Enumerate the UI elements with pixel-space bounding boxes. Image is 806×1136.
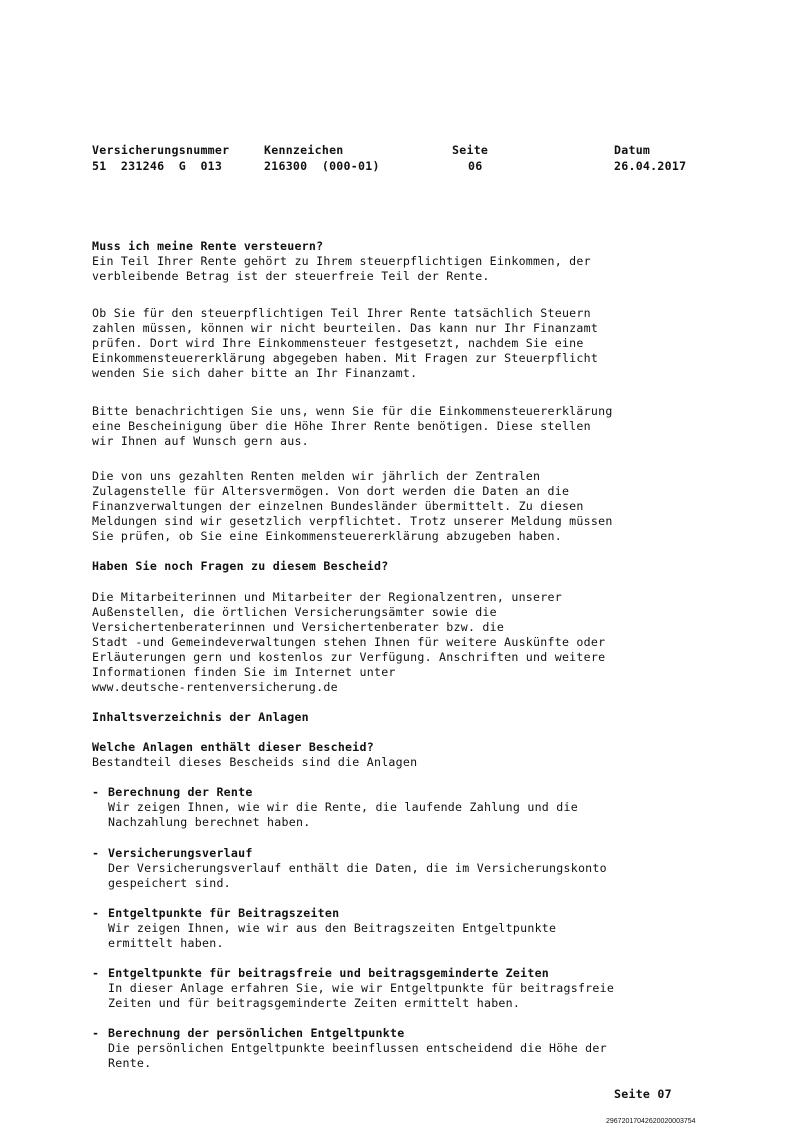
questions-paragraph: Die Mitarbeiterinnen und Mitarbeiter der Regionalzentren, unserer Außenstellen, die örtlichen Versicherungsämter sowie die Versichertenberaterinnen und Versichertenberater bzw. die Stadt -und Gemeindeverwaltungen stehen Ihnen für weitere Auskünfte oder Erläuterungen gern und kostenlos zur Verfügung. Anschriften und weitere Informationen finden Sie im Internet unter www.deutsche-rentenversicherung.de — [92, 590, 606, 694]
list-dash: - — [92, 1026, 100, 1040]
identifier-label: Kennzeichen — [264, 143, 344, 157]
attachment-title: Berechnung der Rente — [108, 785, 253, 799]
document-code: 29672017042620020003754 — [606, 1118, 696, 1125]
insurance-number-label: Versicherungsnummer — [92, 143, 230, 157]
attachment-title: Versicherungsverlauf — [108, 846, 253, 860]
questions-heading: Haben Sie noch Fragen zu diesem Bescheid? — [92, 559, 389, 573]
attachment-description: Die persönlichen Entgeltpunkte beeinflussen entscheidend die Höhe der Rente. — [108, 1041, 607, 1070]
tax-paragraph-3-block — [92, 404, 712, 449]
questions-body-block — [92, 590, 712, 695]
attachment-title: Entgeltpunkte für Beitragszeiten — [108, 906, 340, 920]
page-label: Seite — [452, 143, 489, 157]
attachment-title: Berechnung der persönlichen Entgeltpunkte — [108, 1026, 405, 1040]
attachment-description: Wir zeigen Ihnen, wie wir die Rente, die laufende Zahlung und die Nachzahlung berechnet haben. — [108, 800, 578, 829]
attachment-title: Entgeltpunkte für beitragsfreie und beitragsgeminderte Zeiten — [108, 966, 550, 980]
date-label: Datum — [614, 143, 651, 157]
tax-heading: Muss ich meine Rente versteuern? — [92, 239, 324, 253]
attachments-subheading: Welche Anlagen enthält dieser Bescheid? — [92, 740, 374, 754]
date-value: 26.04.2017 — [614, 159, 687, 173]
attachments-toc-heading: Inhaltsverzeichnis der Anlagen — [92, 710, 309, 724]
attachment-description: Der Versicherungsverlauf enthält die Daten, die im Versicherungskonto gespeichert sind. — [108, 861, 607, 890]
page-value: 06 — [468, 159, 483, 173]
identifier-value: 216300 (000-01) — [264, 159, 380, 173]
list-dash: - — [92, 846, 100, 860]
attachment-item — [92, 785, 712, 830]
attachment-item — [92, 966, 712, 1011]
tax-paragraph-4-block — [92, 469, 712, 544]
list-dash: - — [92, 906, 100, 920]
attachment-item — [92, 1026, 712, 1071]
attachment-item — [92, 906, 712, 951]
attachment-item — [92, 846, 712, 891]
attachments-intro-block — [92, 740, 712, 770]
list-dash: - — [92, 785, 100, 799]
attachments-intro: Bestandteil dieses Bescheids sind die Anlagen — [92, 755, 418, 769]
list-dash: - — [92, 966, 100, 980]
tax-paragraph-4: Die von uns gezahlten Renten melden wir jährlich der Zentralen Zulagenstelle für Altersvermögen. Von dort werden die Daten an die Finanzverwaltungen der einzelnen Bundesländer übermittelt. Zu diesen Meldungen sind wir gesetzlich verpflichtet. Trotz unserer Meldung müssen Sie prüfen, ob Sie eine Einkommensteuererklärung abzugeben haben. — [92, 469, 613, 543]
tax-paragraph-2: Ob Sie für den steuerpflichtigen Teil Ihrer Rente tatsächlich Steuern zahlen müssen, können wir nicht beurteilen. Das kann nur Ihr Finanzamt prüfen. Dort wird Ihre Einkommensteuer festgesetzt, nachdem Sie eine Einkommensteuererklärung abgegeben haben. Mit Fragen zur Steuerpflicht wenden Sie sich daher bitte an Ihr Finanzamt. — [92, 306, 599, 380]
attachment-description: Wir zeigen Ihnen, wie wir aus den Beitragszeiten Entgeltpunkte ermittelt haben. — [108, 921, 557, 950]
tax-section — [92, 239, 712, 284]
tax-paragraph-1: Ein Teil Ihrer Rente gehört zu Ihrem steuerpflichtigen Einkommen, der verbleibende Betrag ist der steuerfreie Teil der Rente. — [92, 254, 591, 283]
attachments-toc — [92, 710, 712, 725]
page-number: Seite 07 — [614, 1087, 672, 1101]
tax-paragraph-2-block — [92, 306, 712, 381]
tax-paragraph-3: Bitte benachrichtigen Sie uns, wenn Sie für die Einkommensteuererklärung eine Bescheinigung über die Höhe Ihrer Rente benötigen. Diese stellen wir Ihnen auf Wunsch gern aus. — [92, 404, 613, 448]
attachment-description: In dieser Anlage erfahren Sie, wie wir Entgeltpunkte für beitragsfreie Zeiten und für beitragsgeminderte Zeiten ermittelt haben. — [108, 981, 615, 1010]
insurance-number-value: 51 231246 G 013 — [92, 159, 223, 173]
questions-section — [92, 559, 712, 574]
